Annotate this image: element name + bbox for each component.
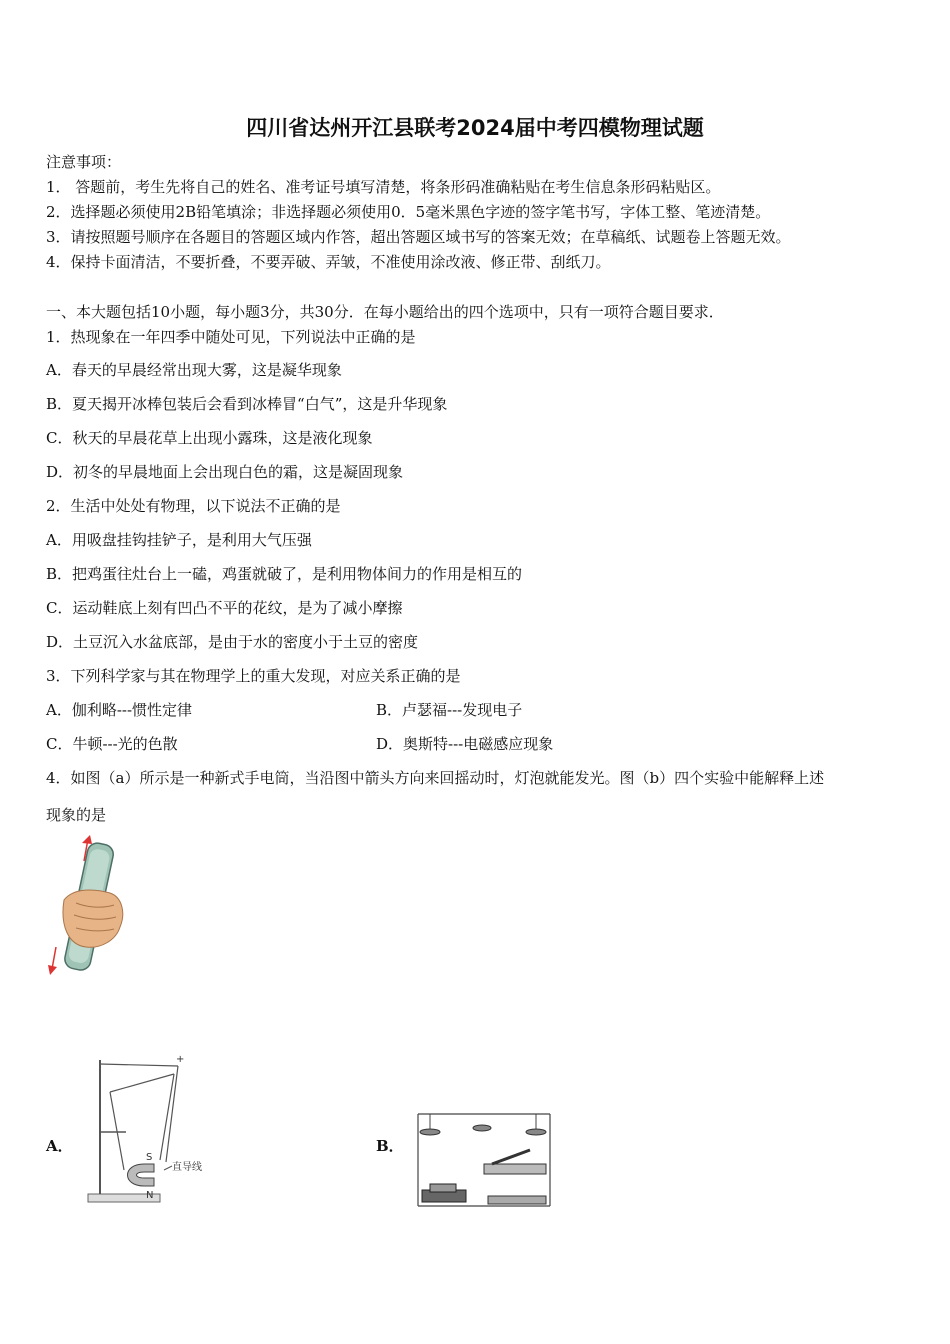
notice-heading: 注意事项： (46, 153, 122, 171)
question-2-option-a: A．用吸盘挂钩挂铲子，是利用大气压强 (46, 531, 312, 549)
plus-terminal-label: + (176, 1054, 185, 1065)
question-1-option-d: D．初冬的早晨地面上会出现白色的霜，这是凝固现象 (46, 463, 404, 481)
question-2-stem: 2．生活中处处有物理，以下说法不正确的是 (46, 497, 341, 515)
magnet-n-label: N (146, 1190, 154, 1201)
section-heading: 一、本大题包括10小题，每小题3分，共30分．在每小题给出的四个选项中，只有一项符合题目要求． (46, 303, 724, 321)
flashlight-figure (46, 835, 136, 980)
wire-in-magnet-figure (86, 1052, 226, 1212)
motor-circuit-figure (412, 1106, 557, 1214)
question-1-option-b: B．夏天揭开冰棒包装后会看到冰棒冒“白气”，这是升华现象 (46, 395, 448, 413)
question-4-label-a: A． (46, 1137, 73, 1155)
notice-item: 1． 答题前，考生先将自己的姓名、准考证号填写清楚，将条形码准确粘贴在考生信息条形码粘贴区。 (46, 178, 721, 196)
question-1-option-c: C．秋天的早晨花草上出现小露珠，这是液化现象 (46, 429, 373, 447)
question-4-stem-cont: 现象的是 (46, 806, 107, 824)
question-3-option-b: B．卢瑟福---发现电子 (376, 701, 523, 719)
question-2-option-b: B．把鸡蛋往灶台上一磕，鸡蛋就破了，是利用物体间力的作用是相互的 (46, 565, 523, 583)
question-2-option-d: D．土豆沉入水盆底部，是由于水的密度小于土豆的密度 (46, 633, 419, 651)
question-2-option-c: C．运动鞋底上刻有凹凸不平的花纹，是为了减小摩擦 (46, 599, 403, 617)
question-3-option-c: C．牛顿---光的色散 (46, 735, 178, 753)
magnet-s-label: S (146, 1152, 153, 1163)
question-3-option-a: A．伽利略---惯性定律 (46, 701, 193, 719)
page-title: 四川省达州开江县联考2024届中考四模物理试题 (246, 116, 704, 140)
question-1-option-a: A．春天的早晨经常出现大雾，这是凝华现象 (46, 361, 342, 379)
question-3-option-d: D．奥斯特---电磁感应现象 (376, 735, 554, 753)
question-1-stem: 1．热现象在一年四季中随处可见，下列说法中正确的是 (46, 328, 416, 346)
notice-item: 2．选择题必须使用2B铅笔填涂；非选择题必须使用0．5毫米黑色字迹的签字笔书写，字体工整、笔迹清楚。 (46, 203, 771, 221)
question-3-stem: 3．下列科学家与其在物理学上的重大发现，对应关系正确的是 (46, 667, 461, 685)
wire-label: 直导线 (172, 1162, 202, 1173)
question-4-label-b: B． (376, 1137, 404, 1155)
question-4-stem: 4．如图（a）所示是一种新式手电筒，当沿图中箭头方向来回摇动时，灯泡就能发光。图（b）四个实验中能解释上述 (46, 769, 825, 787)
notice-item: 4．保持卡面清洁，不要折叠，不要弄破、弄皱，不准使用涂改液、修正带、刮纸刀。 (46, 253, 611, 271)
notice-item: 3．请按照题号顺序在各题目的答题区域内作答，超出答题区域书写的答案无效；在草稿纸、试题卷上答题无效。 (46, 228, 791, 246)
